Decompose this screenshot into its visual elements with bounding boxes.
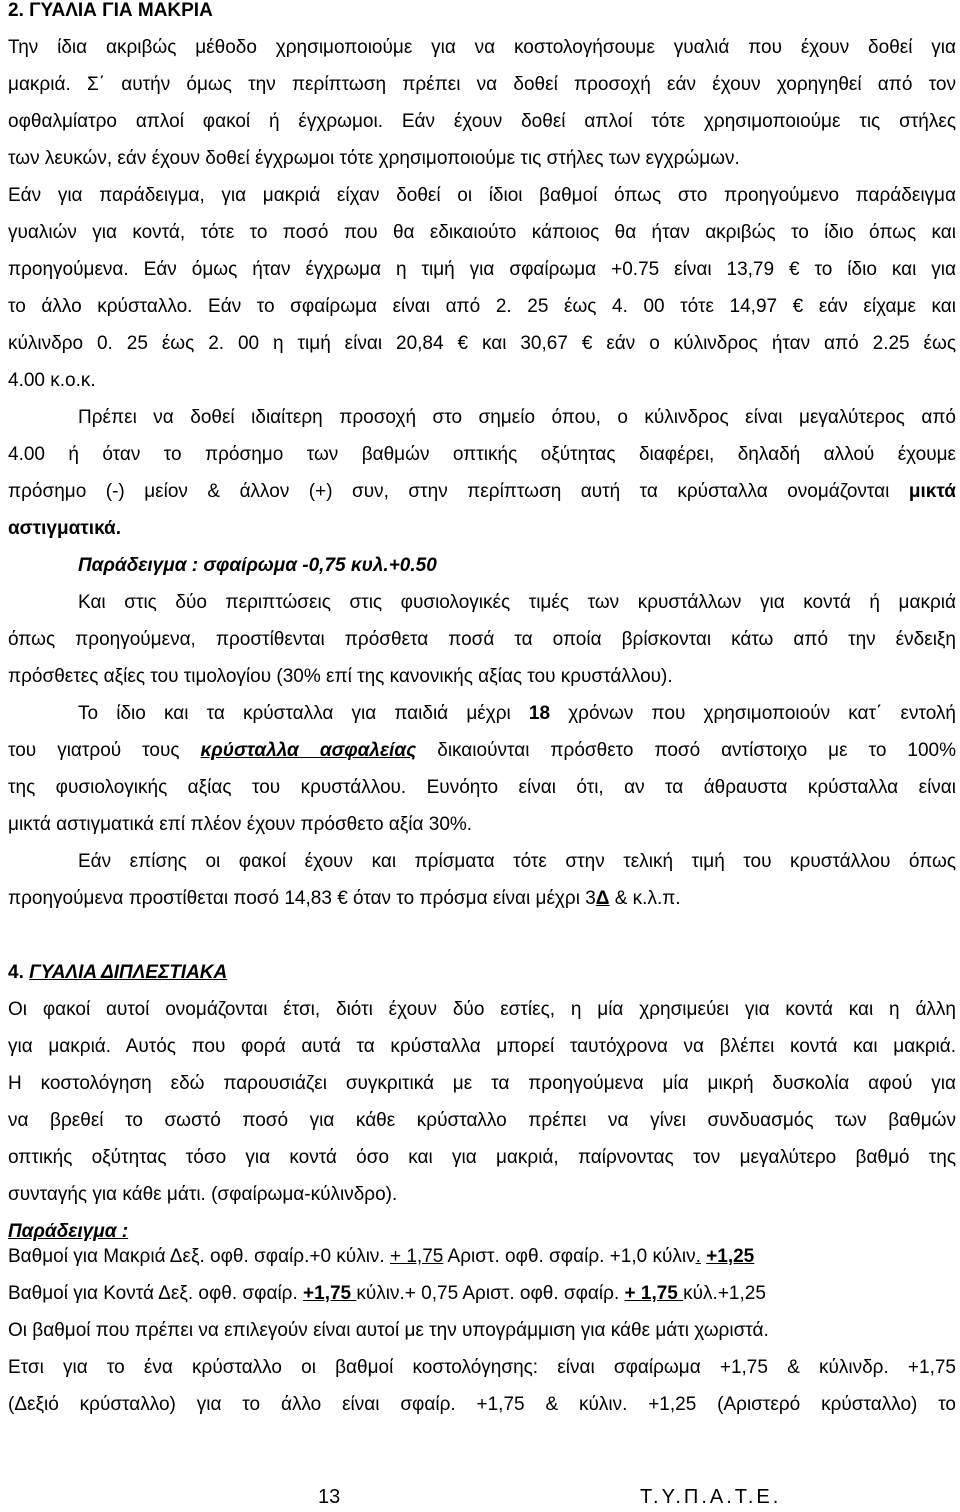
text-run: δικαιούνται πρόσθετο ποσό αντίστοιχο με το 100%: [416, 740, 957, 761]
paragraph-line: Εάν επίσης οι φακοί έχουν και πρίσματα τότε στην τελική τιμή του κρυστάλλου όπως: [78, 851, 956, 872]
example-label: Παράδειγμα : σφαίρωμα -0,75 κυλ.+0.50: [78, 555, 437, 576]
paragraph-line: [8, 740, 956, 762]
bold-number: 18: [528, 703, 551, 724]
paragraph-line: [8, 481, 956, 503]
bold-term: αστιγματικά.: [8, 518, 121, 539]
text-run: Αριστ. οφθ. σφαίρ. +1,0 κύλιν: [443, 1246, 696, 1267]
footer-organization: Τ.Υ.Π.Α.Τ.Ε.: [640, 1486, 782, 1508]
paragraph-line: Εάν για παράδειγμα, για μακριά είχαν δοθεί οι ίδιοι βαθμοί όπως στο προηγούμενο παράδειγμα: [8, 185, 956, 206]
text-run: .: [695, 1246, 701, 1267]
paragraph-line: να βρεθεί το σωστό ποσό για κάθε κρύσταλλο πρέπει να γίνει συνδυασμός των βαθμών: [8, 1110, 956, 1131]
text-run: Το ίδιο και τα κρύσταλλα για παιδιά μέχρι: [78, 703, 529, 724]
paragraph-line: [78, 703, 956, 725]
paragraph-line: Την ίδια ακριβώς μέθοδο χρησιμοποιούμε για να κοστολογήσουμε γυαλιά που έχουν δοθεί για: [8, 37, 956, 58]
paragraph-line: Οι φακοί αυτοί ονομάζονται έτσι, διότι έχουν δύο εστίες, η μία χρησιμεύει για κοντά και η άλλη: [8, 999, 956, 1020]
paragraph-line: συνταγής για κάθε μάτι. (σφαίρωμα-κύλινδρο).: [8, 1184, 398, 1205]
paragraph-line: Οι βαθμοί που πρέπει να επιλεγούν είναι αυτοί με την υπογράμμιση για κάθε μάτι χωριστά.: [8, 1320, 769, 1341]
text-run: & κ.λ.π.: [609, 888, 681, 909]
text-run: κύλιν.+ 0,75 Αριστ. οφθ. σφαίρ.: [356, 1283, 625, 1304]
selected-value: +1,75: [303, 1283, 357, 1304]
paragraph-line: προηγούμενα. Εάν όμως ήταν έγχρωμα η τιμή για σφαίρωμα +0.75 είναι 13,79 € το ίδιο και για: [8, 259, 956, 280]
text-run: του γιατρού τους: [8, 740, 201, 761]
paragraph-line: οφθαλμίατρο απλοί φακοί ή έγχρωμοι. Εάν έχουν δοθεί απλοί τότε χρησιμοποιούμε τις στήλες: [8, 111, 956, 132]
text-run: πρόσημο (-) μείον & άλλον (+) συν, στην περίπτωση αυτή τα κρύσταλλα ονομάζονται: [8, 481, 890, 502]
section-heading: [8, 962, 956, 984]
selected-value: + 1,75: [624, 1283, 684, 1304]
text-run: Βαθμοί για Κοντά Δεξ. οφθ. σφαίρ.: [8, 1283, 304, 1304]
paragraph-line: για μακριά. Αυτός που φορά αυτά τα κρύσταλλα μπορεί ταυτόχρονα να βλέπει κοντά και μακριά.: [8, 1036, 956, 1057]
paragraph-line: 4.00 κ.ο.κ.: [8, 370, 96, 391]
near-prescription-line: [8, 1283, 956, 1305]
section-number: 4.: [8, 962, 30, 983]
paragraph-line: το άλλο κρύσταλλο. Εάν το σφαίρωμα είναι από 2. 25 έως 4. 00 τότε 14,97 € εάν είχαμε και: [8, 296, 956, 317]
selected-value: + 1,75: [389, 1246, 444, 1267]
paragraph-line: (Δεξιό κρύσταλλο) για το άλλο είναι σφαίρ. +1,75 & κύλιν. +1,25 (Αριστερό κρύσταλλο) το: [8, 1394, 956, 1415]
paragraph-line: Ετσι για το ένα κρύσταλλο οι βαθμοί κοστολόγησης: είναι σφαίρωμα +1,75 & κύλινδρ. +1,75: [8, 1357, 956, 1378]
paragraph-line: Πρέπει να δοθεί ιδιαίτερη προσοχή στο σημείο όπου, ο κύλινδρος είναι μεγαλύτερος από: [78, 407, 956, 428]
text-run: κύλ.+1,25: [683, 1283, 766, 1304]
paragraph-line: πρόσθετες αξίες του τιμολογίου (30% επί της κανονικής αξίας του κρυστάλλου).: [8, 666, 673, 687]
paragraph-line: μακριά. Σ΄ αυτήν όμως την περίπτωση πρέπει να δοθεί προσοχή εάν έχουν χορηγηθεί από τον: [8, 74, 956, 95]
section-heading: 2. ΓΥΑΛΙΑ ΓΙΑ ΜΑΚΡΙΑ: [8, 0, 213, 21]
prism-symbol: Δ: [595, 888, 610, 909]
paragraph-line: των λευκών, εάν έχουν δοθεί έγχρωμοι τότε χρησιμοποιούμε τις στήλες των εγχρώμων.: [8, 148, 740, 169]
paragraph-line: όπως προηγούμενα, προστίθενται πρόσθετα ποσά τα οποία βρίσκονται κάτω από την ένδειξη: [8, 629, 956, 650]
text-run: προηγούμενα προστίθεται ποσό 14,83 € όταν το πρόσμα είναι μέχρι 3: [8, 888, 596, 909]
far-prescription-line: [8, 1246, 956, 1268]
paragraph-line: γυαλιών για κοντά, τότε το ποσό που θα εδικαιούτο κάποιος θα ήταν ακριβώς το ίδιο όπως και: [8, 222, 956, 243]
paragraph-line: της φυσιολογικής αξίας του κρυστάλλου. Ευνόητο είναι ότι, αν τα άθραυστα κρύσταλλα είναι: [8, 777, 956, 798]
paragraph-line: οπτικής οξύτητας τόσο για κοντά όσο και για μακριά, παίρνοντας τον μεγαλύτερο βαθμό της: [8, 1147, 956, 1168]
section-title: ΓΥΑΛΙΑ ΔΙΠΛΕΣΤΙΑΚΑ: [29, 962, 228, 983]
emphasized-term: κρύσταλλα ασφαλείας: [200, 740, 417, 761]
paragraph-line: μικτά αστιγματικά επί πλέον έχουν πρόσθετο αξία 30%.: [8, 814, 473, 835]
paragraph-line: 4.00 ή όταν το πρόσημο των βαθμών οπτικής οξύτητας διαφέρει, δηλαδή αλλού έχουμε: [8, 444, 956, 465]
example-heading: Παράδειγμα :: [8, 1221, 129, 1242]
paragraph-line: Η κοστολόγηση εδώ παρουσιάζει συγκριτικά με τα προηγούμενα μία μικρή δυσκολία αφού για: [8, 1073, 956, 1094]
paragraph-line: κύλινδρο 0. 25 έως 2. 00 η τιμή είναι 20,84 € και 30,67 € εάν ο κύλινδρος ήταν από 2.25 έως: [8, 333, 956, 354]
page-number: 13: [318, 1486, 341, 1508]
text-run: Βαθμοί για Μακριά Δεξ. οφθ. σφαίρ.+0 κύλιν.: [8, 1246, 390, 1267]
text-run: χρόνων που χρησιμοποιούν κατ΄ εντολή: [550, 703, 956, 724]
paragraph-line: [8, 888, 956, 910]
bold-term: μικτά: [908, 481, 956, 502]
selected-value: +1,25: [706, 1246, 755, 1267]
paragraph-line: Και στις δύο περιπτώσεις στις φυσιολογικές τιμές των κρυστάλλων για κοντά ή μακριά: [78, 592, 956, 613]
